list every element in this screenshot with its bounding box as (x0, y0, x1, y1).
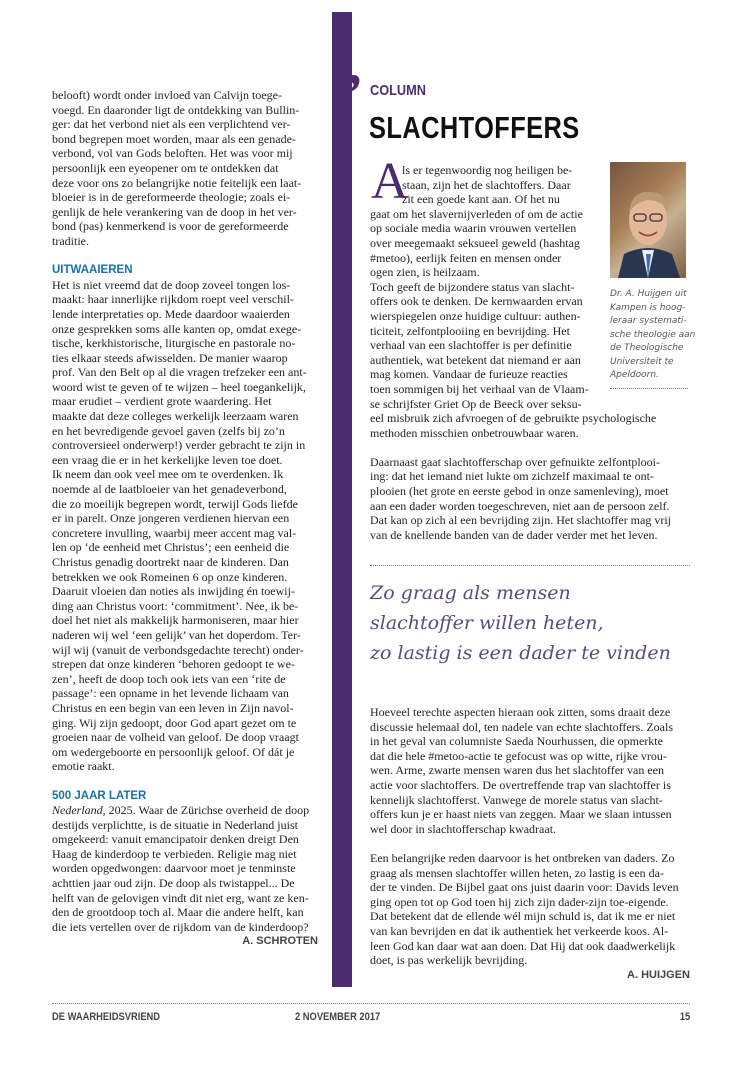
text-line: die iets vertellen over de rijkdom van de kinderdoop? (52, 919, 309, 934)
text-line: bond (pas) kenmerkend is voor de gereformeerde (52, 219, 289, 234)
text-line: actie voor slachtoffers. De overtreffende trap van slachtoffer is (370, 777, 671, 792)
column-title: SLACHTOFFERS (369, 110, 580, 145)
text-line: wel door in slachtofferschap kwadraat. (370, 821, 557, 836)
column-accent-bar (332, 12, 352, 987)
text-line: concretere invulling, waarbij meer accent mag val- (52, 525, 297, 540)
text-line: betrekken we ook Romeinen 6 op onze kinderen. (52, 569, 288, 584)
text-line: se schrijfster Griet Op de Beeck over seksu- (370, 396, 582, 411)
text-line: Zo graag als mensen (370, 582, 571, 604)
text-line: op sociale media waarin vrouwen vertellen (370, 221, 577, 236)
text-line: gaat om het slavernijverleden of om de actie (370, 206, 583, 221)
text-line: , 2025. Waar de Zürichse overheid de doop (102, 803, 310, 818)
text-line: ging open tot op God toen hij zich zijn dader-zijn toe-eigende. (370, 894, 669, 909)
paragraph (370, 455, 671, 543)
author-photo (610, 162, 686, 278)
text-line: slachtoffer willen heten, (370, 612, 604, 634)
text-line: lende interpretaties op. Mede daardoor waaierden (52, 306, 290, 321)
pull-quote-lines (370, 578, 671, 668)
text-line: controversieel onderwerp!) verder gebracht te zijn in (52, 438, 306, 453)
text-line: authentiek, wat betekent dat niemand er aan (370, 352, 581, 367)
text-line: van kan bevrijden en dat ik authentiek het verkeerde koos. Al- (370, 923, 669, 938)
text-line: maakt: haar innerlijke rijkdom roept veel verschil- (52, 292, 294, 307)
text-line: persoonlijk een eyeopener om te ontdekken dat (52, 160, 279, 175)
text-line: emotie raakt. (52, 759, 115, 774)
text-line: prof. Van den Belt op al die vragen trefzeker een ant- (52, 365, 307, 380)
text-line: tische, kerkhistorische, liturgische en pastorale no- (52, 336, 296, 351)
section-kicker: COLUMN (370, 82, 426, 99)
text-line: strepen dat onze kinderen ‘behoren gedoopt te we- (52, 657, 295, 672)
text-line: om wedergeboorte en persoonlijk geloof. Of dát je (52, 744, 295, 759)
text-line: zit een goede kant aan. Of het nu (402, 192, 560, 207)
text-line: #metoo), eerlijk feiten en mensen onder (370, 250, 562, 265)
photo-caption (610, 288, 695, 383)
text-line: Haag de kinderdoop te verbieden. Religie mag niet (52, 846, 297, 861)
text-line: Dr. A. Huijgen uit (610, 289, 687, 299)
text-line: groeien naar de volheid van geloof. De doop vraagt (52, 730, 299, 745)
footer-divider (52, 1003, 690, 1004)
text-line: Ik neem dan ook veel mee om te overdenken. Ik (52, 467, 284, 482)
text-line: ing: dat het iemand niet lukte om zichzelf maximaal te ont- (370, 469, 654, 484)
text-line: ticiteit, zelfontplooiing en bevrijding. Het (370, 323, 570, 338)
text-line: mag komen. Vandaar de furieuze reacties (370, 367, 568, 382)
text-line: graag als mensen slachtoffer willen heten, zo lastig is een da- (370, 865, 665, 880)
text-line: er in parelt. Onze jongeren verdienen hiervan een (52, 511, 290, 526)
text-line: methoden misschien onbetrouwbaar waren. (370, 425, 579, 440)
text-line: Kampen is hoog- (610, 302, 686, 313)
text-line: wijl wij (vanuit de verbondsgedachte terecht) onder- (52, 642, 304, 657)
text-line: dat die hele #metoo-actie te gefocust was op witte, rijke vrou- (370, 748, 667, 763)
text-line: leraar systemati- (610, 316, 687, 326)
text-line: deze voor ons zo belangrijke notie feitelijk een laat- (52, 175, 302, 190)
text-line: Dat betekent dat de ellende wél mijn schuld is, dat ik me er niet (370, 909, 676, 924)
text-line: in het geval van columniste Saeda Nourhussen, die opmerkte (370, 734, 663, 749)
text-line: ding aan Christus voort: ‘commitment’. Nee, ik be- (52, 598, 299, 613)
text-line: traditie. (52, 233, 89, 248)
text-line: passage’: een opname in het levende lichaam van (52, 686, 289, 701)
text-line: belooft) wordt onder invloed van Calvijn toege- (52, 88, 282, 102)
text-line: sche theologie aan (610, 329, 696, 340)
text-line: onze gesprekken soms alle kanten op, omdat exege- (52, 321, 302, 336)
text-line: den de grootdoop toch al. Maar die andere helft, kan (52, 905, 304, 920)
text-line: worden opgedwongen: daarvoor moet je tenminste (52, 861, 296, 876)
text-line: van de knellende banden van de dader verder met het leven. (370, 527, 658, 542)
text-line: ls er tegenwoordig nog heiligen be- (402, 163, 573, 177)
text-line: wen. Arme, zwarte mensen waren dus het slachtoffer van een (370, 763, 664, 778)
text-line: zen’, heeft de doop toch ook iets van een ‘rite de (52, 671, 286, 686)
text-line: omgekeerd: vanuit emancipatoir denken dreigt Den (52, 832, 299, 847)
text-line: bond begrepen moet worden, maar als een genade- (52, 131, 296, 146)
text-line: ging. Wij zijn gedoopt, door God apart gezet om te (52, 715, 297, 730)
paragraph (370, 705, 690, 836)
paragraph (52, 88, 318, 249)
page-number: 15 (679, 1011, 690, 1023)
text-line: aan een dader worden toegeschreven, niet aan de persoon zelf. (370, 498, 670, 513)
text-line: bloeier is in de gereformeerde theologie; zoals ei- (52, 190, 291, 205)
text-line: Daarnaast gaat slachtofferschap over gefnuikte zelfontplooi- (370, 454, 660, 469)
text-line: over meegemaakt seksueel geweld (hashtag (370, 235, 580, 250)
text-line: maakte dat deze colleges werkelijk leerzaam waren (52, 409, 299, 424)
text-line: zo lastig is een dader te vinden (370, 642, 671, 664)
text-line: maar erudiet – verdient grote waardering. Het (52, 394, 272, 409)
caption-lines (610, 288, 695, 383)
text-line: Christus en een begin van een leven in Zijn navol- (52, 700, 294, 715)
column-lead-indented (402, 163, 572, 207)
paragraph (402, 163, 572, 207)
author-signature: A. SCHROTEN (242, 935, 318, 948)
text-line: Toch geeft de bijzondere status van slacht- (370, 279, 575, 294)
text-line: staan, zijn het de slachtoffers. Daar (402, 177, 571, 192)
text-line: ger: dat het verbond niet als een verplichtend ver- (52, 117, 291, 132)
text-line: Universiteit te (610, 356, 674, 367)
text-line: noemde al de laatbloeier van het genadeverbond, (52, 482, 287, 497)
pullquote-divider (370, 565, 690, 566)
text-line: toen sommigen bij het verhaal van de Vlaam- (370, 381, 589, 396)
text-line: wierspiegelen onze huidige cultuur: authen- (370, 308, 581, 323)
text-line: een vraag die er in het kerkelijke leven toe doet. (52, 452, 283, 467)
text-line: eel misbruik zich afvroegen of de gebruikte psychologische (370, 411, 657, 426)
text-line: ties elkaar steeds afwisselden. De manier waarop (52, 350, 288, 365)
drop-cap: A (371, 153, 409, 210)
pull-quote (370, 578, 671, 668)
text-line: voegd. En daaronder ligt de ontdekking van Bullin- (52, 102, 300, 117)
paragraph (52, 278, 318, 774)
text-line: genlijk de hele verankering van de doop in het ver- (52, 204, 297, 219)
text-line: offers ook te denken. De kernwaarden ervan (370, 294, 583, 309)
text-line: len op ‘de eenheid met Christus’; een eenheid die (52, 540, 290, 555)
text-line: discussie helemaal dol, ten nadele van echte slachtoffers. Zoals (370, 719, 673, 734)
text-line: Het is niet vreemd dat de doop zoveel tongen los- (52, 277, 291, 292)
footer-publication: DE WAARHEIDSVRIEND (52, 1011, 161, 1023)
subheading-uitwaaieren: UITWAAIEREN (52, 264, 133, 277)
footer-date: 2 NOVEMBER 2017 (295, 1011, 381, 1023)
caption-divider (610, 388, 688, 389)
text-line: der te vinden. De Bijbel gaat ons juist daarin voor: Davids leven (370, 880, 679, 895)
text-line: Christus genadig doortrekt naar de kinderen. Dan (52, 555, 289, 569)
paragraph-rest (52, 818, 318, 935)
author-signature: A. HUIJGEN (627, 968, 690, 981)
text-line: offers kun je er haast niets van zeggen. Maar we slaan intussen (370, 807, 672, 822)
column-body (370, 705, 690, 982)
quote-mark-icon: ” (333, 62, 356, 127)
paragraph (370, 851, 690, 968)
text-line: helft van de gelovigen vindt dit niet erg, want ze ken- (52, 890, 309, 905)
subheading-500-jaar-later: 500 JAAR LATER (52, 789, 147, 802)
text-line: plooien (het grote en eerste gebod in onze samenleving), moet (370, 484, 669, 499)
text-line: achttien jaar oud zijn. De doop als twistappel... De (52, 876, 295, 891)
paragraph (52, 803, 318, 934)
text-line: de Theologische (610, 343, 684, 353)
text-line: kennelijk slachtofferst. Vanwege de morele status van slacht- (370, 792, 663, 807)
text-line: Daaruit vloeien dan noties als inwijding én toewij- (52, 584, 295, 599)
text-line: destijds verplichtte, is de situatie in Nederland juist (52, 817, 298, 832)
text-line: doel het niet als makkelijk harmoniseren, maar hier (52, 613, 299, 628)
text-line: leen God kan daar wat aan doen. Dat Hij dat ook daadwerkelijk (370, 938, 676, 953)
left-article-column (52, 88, 318, 949)
text-line: doet, is pas werkelijk bevrijding. (370, 953, 528, 968)
text-line: Dat kan op zich al een bevrijding zijn. Het slachtoffer mag vrij (370, 513, 672, 528)
text-line: verbond, vol van Gods beloften. Het was voor mij (52, 146, 293, 161)
text-line: ogen zien, is heilzaam. (370, 265, 480, 280)
text-line: Apeldoorn. (610, 370, 659, 380)
text-line: naderen wij wel ‘een gelijk’ van het doperdom. Ter- (52, 627, 301, 642)
italic-lead: Nederland (52, 803, 103, 818)
text-line: die zo moeilijk begrepen wordt, terwijl Gods liefde (52, 496, 298, 511)
text-line: verhaal van een slachtoffer is per definitie (370, 338, 572, 353)
text-line: en het bevredigende gevoel gaven (zelfs bij zo’n (52, 423, 285, 438)
text-line: woord wist te geven of te wijzen – heel toegankelijk, (52, 379, 306, 394)
text-line: Hoeveel terechte aspecten hieraan ook zitten, soms draait deze (370, 705, 671, 719)
text-line: Een belangrijke reden daarvoor is het ontbreken van daders. Zo (370, 850, 675, 865)
